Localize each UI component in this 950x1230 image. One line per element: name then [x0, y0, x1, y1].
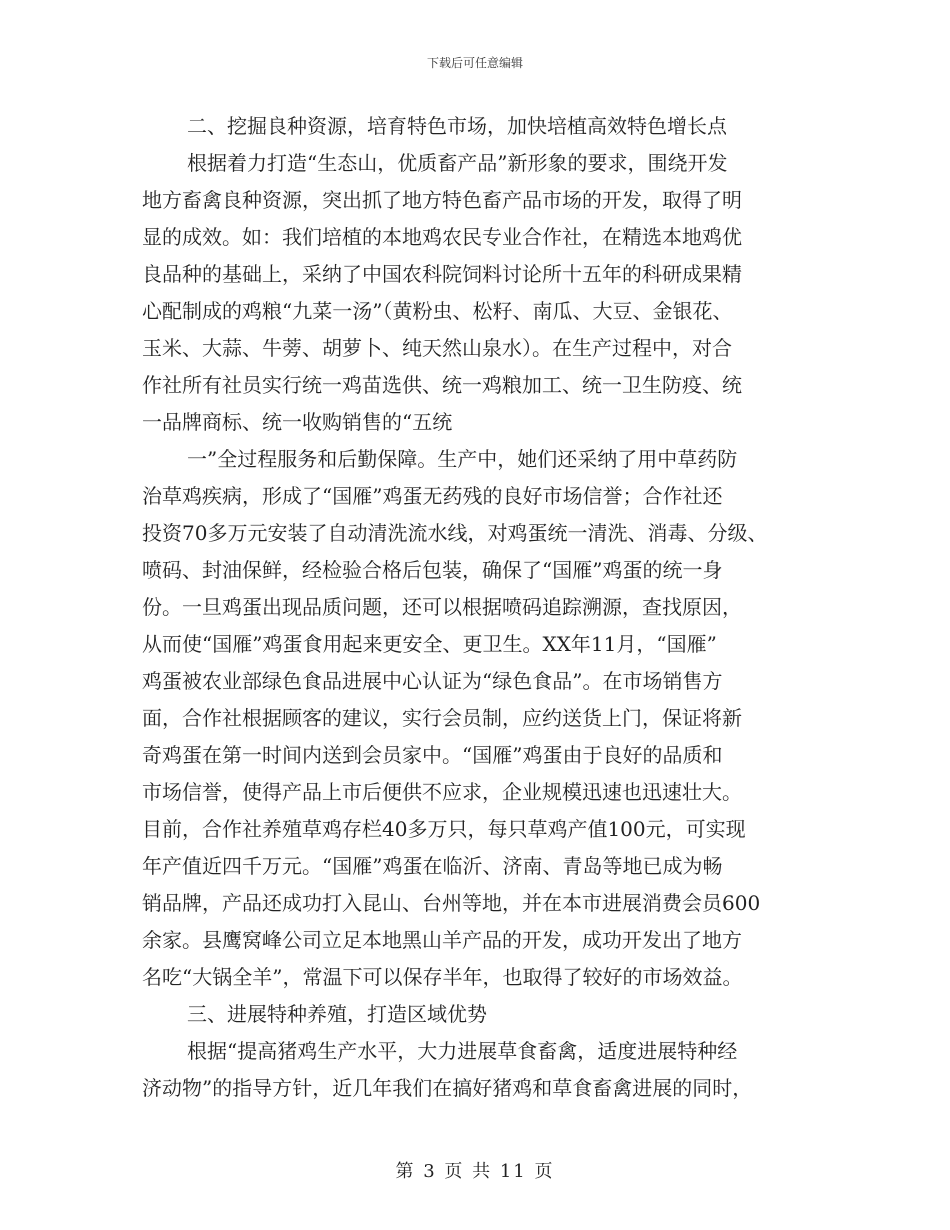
text-line: 面，合作社根据顾客的建议，实行会员制，应约送货上门，保证将新 [142, 706, 742, 730]
text-line: 根据“提高猪鸡生产水平，大力进展草食畜禽，适度进展特种经 [187, 1039, 738, 1063]
text-line: 投资70多万元安装了自动清洗流水线，对鸡蛋统一清洗、消毒、分级、 [142, 521, 768, 545]
text-line: 从而使“国雁”鸡蛋食用起来更安全、更卫生。XX年11月，“国雁” [142, 632, 717, 656]
text-line: 奇鸡蛋在第一时间内送到会员家中。“国雁”鸡蛋由于良好的品质和 [142, 743, 723, 767]
text-line: 名吃“大锅全羊”，常温下可以保存半年，也取得了较好的市场效益。 [142, 965, 743, 989]
document-body [142, 108, 822, 1107]
text-line: 地方畜禽良种资源，突出抓了地方特色畜产品市场的开发，取得了明 [142, 188, 742, 212]
text-line: 根据着力打造“生态山，优质畜产品”新形象的要求，围绕开发 [187, 151, 728, 175]
text-line: 目前，合作社养殖草鸡存栏40多万只，每只草鸡产值100元，可实现 [142, 817, 746, 841]
text-line: 济动物”的指导方针，近几年我们在搞好猪鸡和草食畜禽进展的同时， [142, 1076, 753, 1100]
text-line: 鸡蛋被农业部绿色食品进展中心认证为“绿色食品”。在市场销售方 [142, 669, 723, 693]
text-line: 玉米、大蒜、牛蒡、胡萝卜、纯天然山泉水）。在生产过程中，对合 [142, 336, 732, 360]
page-footer: 第 3 页 共 11 页 [395, 1161, 555, 1182]
text-line: 市场信誉，使得产品上市后便供不应求，企业规模迅速也迅速壮大。 [142, 780, 742, 804]
text-line: 喷码、封油保鲜，经检验合格后包装，确保了“国雁”鸡蛋的统一身 [142, 558, 723, 582]
text-line: 三、进展特种养殖，打造区域优势 [187, 1002, 487, 1026]
text-line: 作社所有社员实行统一鸡苗选供、统一鸡粮加工、统一卫生防疫、统 [142, 373, 742, 397]
text-line: 治草鸡疾病，形成了“国雁”鸡蛋无药残的良好市场信誉；合作社还 [142, 484, 723, 508]
page-header: 下载后可任意编辑 [426, 56, 523, 70]
text-line: 显的成效。如：我们培植的本地鸡农民专业合作社，在精选本地鸡优 [142, 225, 742, 249]
text-line: 一”全过程服务和后勤保障。生产中，她们还采纳了用中草药防 [187, 447, 738, 471]
text-line: 年产值近四千万元。“国雁”鸡蛋在临沂、济南、青岛等地已成为畅 [142, 854, 723, 878]
text-line: 良品种的基础上，采纳了中国农科院饲料讨论所十五年的科研成果精 [142, 262, 742, 286]
text-line: 一品牌商标、统一收购销售的“五统 [142, 410, 453, 434]
text-line: 心配制成的鸡粮“九菜一汤”（黄粉虫、松籽、南瓜、大豆、金银花、 [142, 299, 733, 323]
text-line: 二、挖掘良种资源，培育特色市场，加快培植高效特色增长点 [187, 114, 727, 138]
text-line: 份。一旦鸡蛋出现品质问题，还可以根据喷码追踪溯源，查找原因， [142, 595, 742, 619]
text-line: 销品牌，产品还成功打入昆山、台州等地，并在本市进展消费会员600 [142, 891, 761, 915]
text-line: 余家。县鹰窝峰公司立足本地黑山羊产品的开发，成功开发出了地方 [142, 928, 742, 952]
